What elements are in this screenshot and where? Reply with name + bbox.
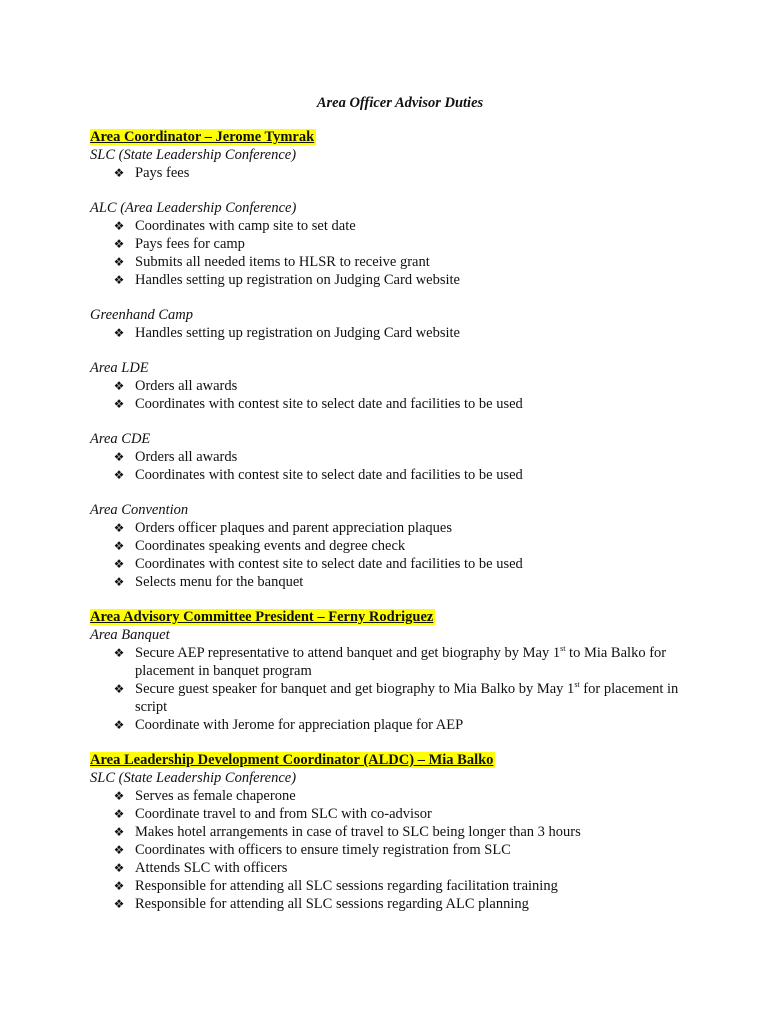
event-subheading: SLC (State Leadership Conference) <box>90 147 297 163</box>
list-item <box>90 537 710 555</box>
list-item-text: Pays fees <box>135 165 190 181</box>
document-page <box>90 94 710 930</box>
list-item-text: Attends SLC with officers <box>135 860 288 876</box>
diamond-bullet-icon: ❖ <box>113 861 125 875</box>
event-subheading: Area Banquet <box>90 627 170 643</box>
diamond-bullet-icon: ❖ <box>113 379 125 393</box>
list-item <box>90 253 710 271</box>
list-item-text: Responsible for attending all SLC sessions regarding facilitation training <box>135 878 558 894</box>
section-heading <box>90 128 710 146</box>
highlighted-heading-text: Area Leadership Development Coordinator (ALDC) – Mia Balko <box>90 752 494 768</box>
list-item-text: Handles setting up registration on Judging Card website <box>135 272 460 288</box>
list-item-text: Handles setting up registration on Judging Card website <box>135 325 460 341</box>
list-item <box>90 377 710 395</box>
list-item-text: Responsible for attending all SLC sessions regarding ALC planning <box>135 896 529 912</box>
list-item-text: Coordinates speaking events and degree check <box>135 538 406 554</box>
duty-section <box>90 128 710 591</box>
list-item-text: Coordinates with officers to ensure timely registration from SLC <box>135 842 511 858</box>
diamond-bullet-icon: ❖ <box>113 539 125 553</box>
diamond-bullet-icon: ❖ <box>113 273 125 287</box>
duty-list <box>90 324 710 342</box>
document-body <box>90 128 710 913</box>
diamond-bullet-icon: ❖ <box>113 843 125 857</box>
highlighted-heading-text: Area Advisory Committee President – Ferny Rodriguez <box>90 609 434 625</box>
list-item <box>90 859 710 877</box>
section-heading <box>90 608 710 626</box>
diamond-bullet-icon: ❖ <box>113 646 125 660</box>
duty-list <box>90 377 710 413</box>
highlighted-heading-text: Area Coordinator – Jerome Tymrak <box>90 129 315 145</box>
list-item-text: Coordinate with Jerome for appreciation plaque for AEP <box>135 717 464 733</box>
list-item-text: Coordinates with contest site to select date and facilities to be used <box>135 556 523 572</box>
diamond-bullet-icon: ❖ <box>113 897 125 911</box>
list-item <box>90 573 710 591</box>
event-subheading: ALC (Area Leadership Conference) <box>90 200 297 216</box>
diamond-bullet-icon: ❖ <box>113 397 125 411</box>
ordinal-suffix: st <box>560 644 566 654</box>
duty-list <box>90 644 710 734</box>
list-item <box>90 395 710 413</box>
list-item <box>90 164 710 182</box>
duty-list <box>90 787 710 913</box>
diamond-bullet-icon: ❖ <box>113 326 125 340</box>
list-item-text: Coordinates with camp site to set date <box>135 218 356 234</box>
list-item <box>90 235 710 253</box>
list-item <box>90 823 710 841</box>
event-subheading: Greenhand Camp <box>90 307 193 323</box>
diamond-bullet-icon: ❖ <box>113 789 125 803</box>
event-subheading: Area Convention <box>90 502 189 518</box>
diamond-bullet-icon: ❖ <box>113 575 125 589</box>
list-item <box>90 466 710 484</box>
list-item-text: Makes hotel arrangements in case of travel to SLC being longer than 3 hours <box>135 824 581 840</box>
list-item <box>90 895 710 913</box>
diamond-bullet-icon: ❖ <box>113 166 125 180</box>
diamond-bullet-icon: ❖ <box>113 718 125 732</box>
diamond-bullet-icon: ❖ <box>113 468 125 482</box>
list-item-text: Secure AEP representative to attend banquet and get biography by May 1 <box>135 645 561 661</box>
list-item <box>90 716 710 734</box>
list-item-text: Coordinates with contest site to select date and facilities to be used <box>135 467 523 483</box>
duty-list <box>90 448 710 484</box>
list-item-text: Orders all awards <box>135 378 238 394</box>
duty-list <box>90 217 710 289</box>
diamond-bullet-icon: ❖ <box>113 237 125 251</box>
duty-list <box>90 519 710 591</box>
ordinal-suffix: st <box>574 680 580 690</box>
list-item-text: Serves as female chaperone <box>135 788 296 804</box>
diamond-bullet-icon: ❖ <box>113 807 125 821</box>
diamond-bullet-icon: ❖ <box>113 219 125 233</box>
duty-section <box>90 751 710 913</box>
list-item <box>90 680 710 716</box>
duty-list <box>90 164 710 182</box>
page-title: Area Officer Advisor Duties <box>316 95 484 111</box>
diamond-bullet-icon: ❖ <box>113 682 125 696</box>
list-item-text: Selects menu for the banquet <box>135 574 304 590</box>
diamond-bullet-icon: ❖ <box>113 450 125 464</box>
list-item-text-continued: to Mia Balko for placement in banquet program <box>135 645 667 679</box>
list-item <box>90 217 710 235</box>
list-item-text: Secure guest speaker for banquet and get biography to Mia Balko by May 1 <box>135 681 575 697</box>
list-item-text: Submits all needed items to HLSR to receive grant <box>135 254 430 270</box>
list-item-text: Orders all awards <box>135 449 238 465</box>
list-item <box>90 841 710 859</box>
list-item-text: Orders officer plaques and parent appreciation plaques <box>135 520 452 536</box>
list-item-text: Pays fees for camp <box>135 236 245 252</box>
list-item <box>90 644 710 680</box>
section-heading <box>90 751 710 769</box>
list-item <box>90 271 710 289</box>
list-item <box>90 877 710 895</box>
list-item <box>90 324 710 342</box>
event-subheading: SLC (State Leadership Conference) <box>90 770 297 786</box>
event-subheading: Area CDE <box>90 431 151 447</box>
diamond-bullet-icon: ❖ <box>113 255 125 269</box>
list-item-text: Coordinate travel to and from SLC with co-advisor <box>135 806 432 822</box>
list-item <box>90 555 710 573</box>
list-item <box>90 448 710 466</box>
diamond-bullet-icon: ❖ <box>113 557 125 571</box>
list-item <box>90 519 710 537</box>
event-subheading: Area LDE <box>90 360 149 376</box>
duty-section <box>90 608 710 734</box>
diamond-bullet-icon: ❖ <box>113 521 125 535</box>
diamond-bullet-icon: ❖ <box>113 879 125 893</box>
list-item <box>90 787 710 805</box>
list-item-text-continued: for placement in script <box>135 681 679 715</box>
list-item-text: Coordinates with contest site to select date and facilities to be used <box>135 396 523 412</box>
diamond-bullet-icon: ❖ <box>113 825 125 839</box>
list-item <box>90 805 710 823</box>
